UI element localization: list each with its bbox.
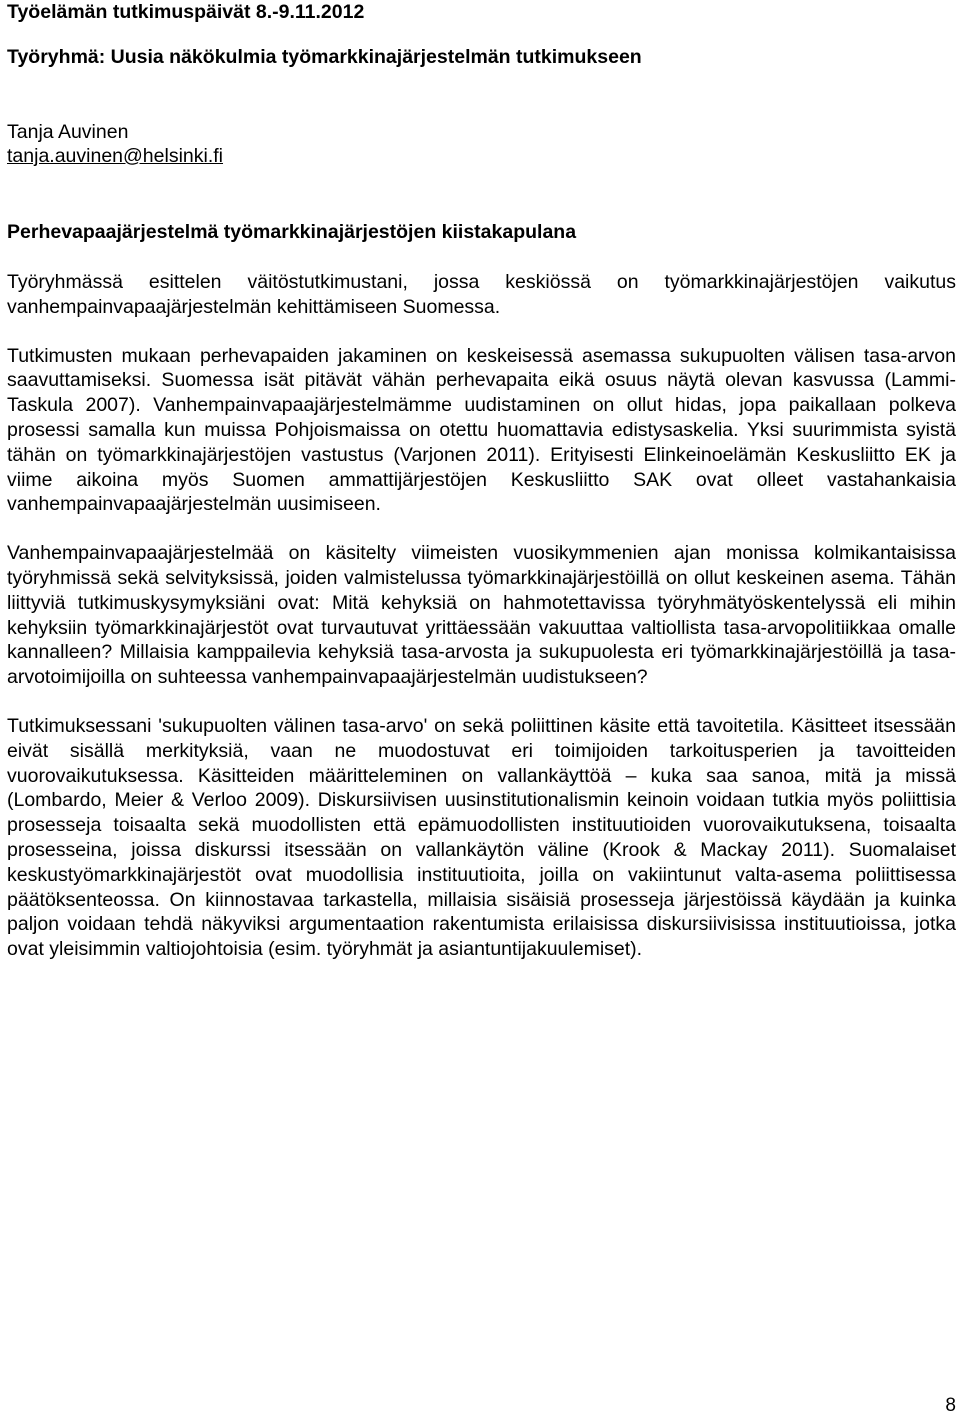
page-number: 8 bbox=[945, 1395, 956, 1416]
document-page bbox=[7, 0, 956, 962]
paragraph-1: Työryhmässä esittelen väitöstutkimustani, jossa keskiössä on työmarkkinajärjestöjen vaikutus vanhempainvapaajärjestelmän kehittämiseen Suomessa. bbox=[7, 271, 956, 318]
paragraph-2: Tutkimusten mukaan perhevapaiden jakaminen on keskeisessä asemassa sukupuolten välisen tasa-arvon saavuttamiseksi. Suomessa isät pitävät vähän perhevapaita eikä osuus näytä olevan kasvussa (Lammi-Taskula 2007). Vanhempainvapaajärjestelmämme uudistaminen on ollut hidas, jopa paikallaan polkeva prosessi samalla kun muissa Pohjoismaissa on otettu huomattavia edistysaskelia. Yksi suurimmista syistä tähän on työmarkkinajärjestöjen vastustus (Varjonen 2011). Erityisesti Elinkeinoelämän Keskusliitto EK ja viime aikoina myös Suomen ammattijärjestöjen Keskusliitto SAK ovat olleet vastahankaisia vanhempainvapaajärjestelmän uusimiseen. bbox=[7, 344, 956, 516]
article-title: Perhevapaajärjestelmä työmarkkinajärjestöjen kiistakapulana bbox=[7, 221, 577, 243]
paragraph-4: Tutkimuksessani 'sukupuolten välinen tasa-arvo' on sekä poliittinen käsite että tavoitetila. Käsitteet itsessään eivät sisällä merkityksiä, vaan ne muodostuvat eri toimijoiden tarkoitusperien ja tavoitteiden vuorovaikutuksessa. Käsitteiden määritteleminen on vallankäyttöä – kuka saa sanoa, mitä ja missä (Lombardo, Meier & Verloo 2009). Diskursiivisen uusinstitutionalismin keinoin voidaan tutkia myös poliittisia prosesseja toisaalta sekä muodollisten että epämuodollisten instituutioiden vuorovaikutuksena, toisaalta prosesseina, joissa diskurssi itsessään on vallankäytön väline (Krook & Mackay 2011). Suomalaiset keskustyömarkkinajärjestöt ovat muodollisia instituutioita, joilla on vakiintunut valta-asema poliittisessa päätöksenteossa. On kiinnostavaa tarkastella, millaisia sisäisiä prosesseja järjestöissä käydään ja kuinka paljon voidaan tehdä näkyviksi argumentaation rakentumista erilaisissa diskursiivisissa instituutioissa, jotka ovat yleisimmin valtiojohtoisia (esim. työryhmät ja asiantuntijakuulemiset). bbox=[7, 714, 956, 961]
conference-title: Työelämän tutkimuspäivät 8.-9.11.2012 bbox=[7, 1, 365, 23]
workgroup-title: Työryhmä: Uusia näkökulmia työmarkkinajärjestelmän tutkimukseen bbox=[7, 46, 642, 68]
author-email-link[interactable]: tanja.auvinen@helsinki.fi bbox=[7, 145, 224, 167]
author-name: Tanja Auvinen bbox=[7, 121, 129, 143]
paragraph-3: Vanhempainvapaajärjestelmää on käsitelty viimeisten vuosikymmenien ajan monissa kolmikantaisissa työryhmissä sekä selvityksissä, joiden valmistelussa työmarkkinajärjestöillä on ollut keskeinen asema. Tähän liittyviä tutkimuskysymyksiäni ovat: Mitä kehyksiä on hahmotettavissa työryhmätyöskentelyssä eli mihin kehyksiin työmarkkinajärjestöt ovat turvautuvat yrittäessään vakuuttaa valtiollista tasa-arvopolitiikkaa omalle kannalleen? Millaisia kamppailevia kehyksiä tasa-arvosta ja sukupuolesta eri työmarkkinajärjestöillä ja tasa-arvotoimijoilla on suhteessa vanhempainvapaajärjestelmän uudistukseen? bbox=[7, 542, 956, 689]
